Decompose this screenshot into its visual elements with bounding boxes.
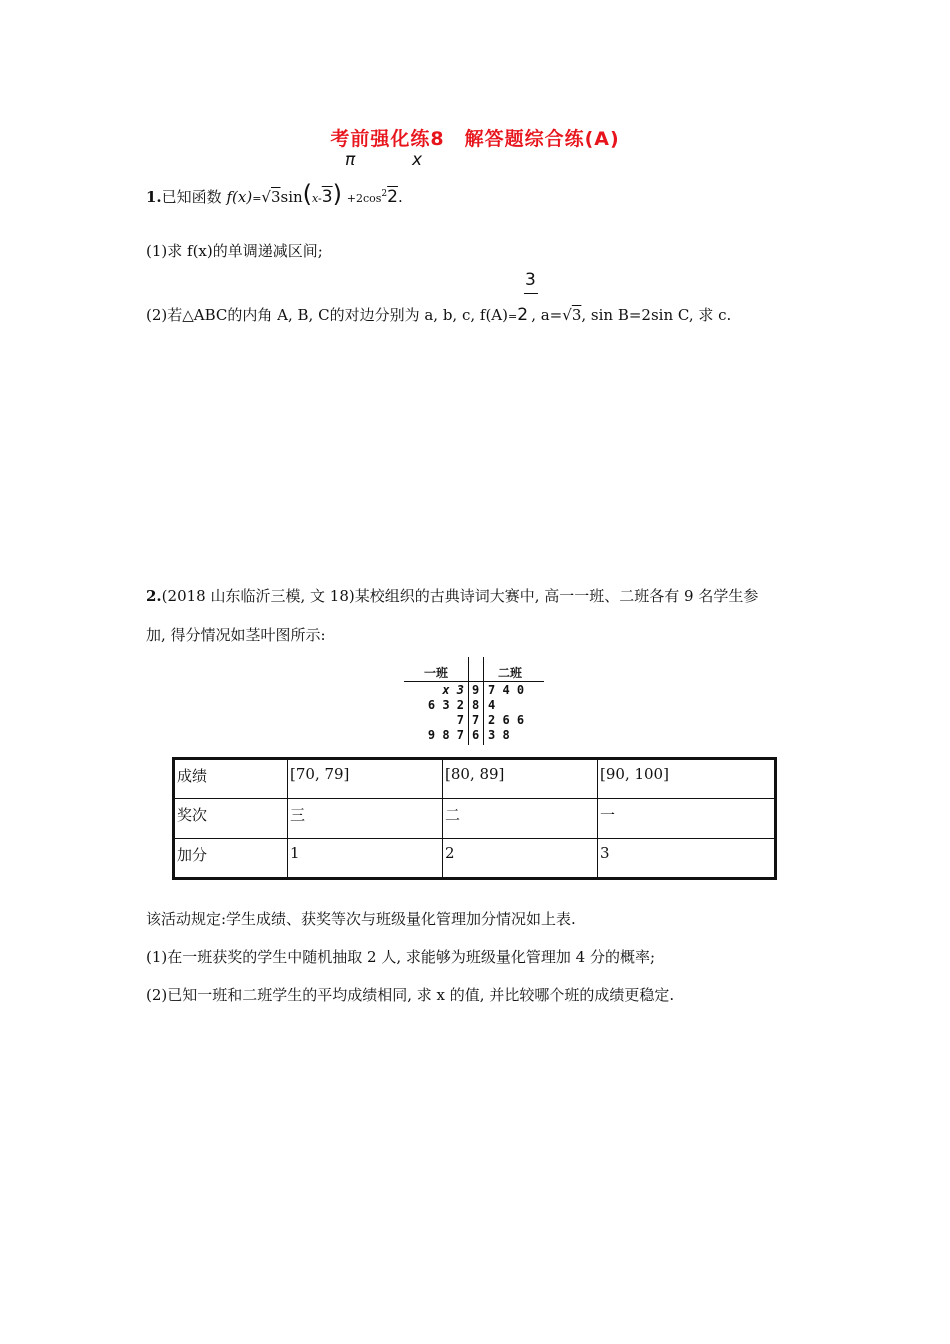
q2-line-2: 加, 得分情况如茎叶图所示:: [146, 626, 326, 644]
fraction-denominator: 2: [517, 305, 529, 325]
sqrt-symbol-2: √: [562, 306, 572, 324]
left-header: 一班: [424, 666, 449, 680]
table-cell: [90, 100]: [598, 759, 776, 799]
table-row: [174, 838, 776, 879]
stem-line-left: [468, 657, 469, 745]
row-2-right: 4: [488, 698, 496, 712]
paren-close: ): [332, 180, 342, 208]
row-4-right: 3 8: [488, 728, 510, 742]
x-numerator: x: [412, 150, 423, 170]
row-3-stem: 7: [472, 713, 480, 727]
eq-sign: =: [252, 192, 262, 205]
table-cell: 加分: [174, 838, 288, 879]
part2-rest: , sin B=2sin C, 求 c.: [581, 306, 732, 324]
row-4-stem: 6: [472, 728, 480, 742]
stem-line-right: [483, 657, 484, 745]
table-cell: 3: [598, 838, 776, 879]
page-title: 考前强化练8 解答题综合练(A): [330, 128, 620, 150]
sin-label: sin: [280, 188, 303, 206]
q2-part-2: (2)已知一班和二班学生的平均成绩相同, 求 x 的值, 并比较哪个班的成绩更稳定.: [146, 986, 675, 1004]
sqrt-symbol: √: [261, 188, 271, 206]
table-cell: [80, 89]: [443, 759, 598, 799]
table-row: [174, 799, 776, 838]
table-cell: 奖次: [174, 799, 288, 838]
table-row: [174, 759, 776, 799]
header-rule: [404, 681, 544, 682]
table-cell: 1: [288, 838, 443, 879]
row-2-left: 6 3 2: [427, 698, 464, 712]
plus-cos: +2cos: [346, 192, 382, 205]
fraction-numerator: 3: [525, 270, 536, 290]
q1-number: 1.: [146, 188, 162, 206]
fx-label: f(x): [226, 188, 253, 206]
q2-line-1-text: (2018 山东临沂三模, 文 18)某校组织的古典诗词大赛中, 高一一班、二班各有 9 名学生参: [161, 587, 759, 605]
part2-eq: =: [507, 310, 518, 323]
table-cell: 三: [288, 799, 443, 838]
period: .: [397, 188, 403, 206]
sqrt-value-2: 3: [571, 306, 582, 324]
row-3-right: 2 6 6: [488, 713, 525, 727]
q2-number: 2.: [146, 587, 162, 605]
table-cell: 2: [443, 838, 598, 879]
q2-line-1: [146, 585, 758, 606]
row-3-left: 7: [456, 713, 464, 727]
pi-symbol: π: [345, 150, 356, 170]
pi-denominator: 3: [321, 187, 333, 207]
row-1-stem: 9: [472, 683, 480, 697]
x-minus: x-: [312, 192, 322, 205]
fraction-bar: [524, 293, 538, 294]
table-cell: 一: [598, 799, 776, 838]
q1-intro: 已知函数: [161, 188, 222, 206]
q2-part-1: (1)在一班获奖的学生中随机抽取 2 人, 求能够为班级量化管理加 4 分的概率;: [146, 948, 655, 966]
sqrt-value: 3: [270, 188, 281, 206]
row-1-left: x 3: [442, 683, 464, 697]
q1-part-2: [146, 304, 731, 325]
q1-part-1: (1)求 f(x)的单调递减区间;: [146, 242, 323, 260]
x-denominator: 2: [387, 187, 398, 207]
table-cell: 二: [443, 799, 598, 838]
q2-rule: 该活动规定:学生成绩、获奖等次与班级量化管理加分情况如上表.: [146, 910, 576, 928]
q1-formula-line: [146, 180, 403, 208]
row-4-left: 9 8 7: [427, 728, 464, 742]
row-2-stem: 8: [472, 698, 480, 712]
table-cell: 成绩: [174, 759, 288, 799]
right-header: 二班: [498, 666, 523, 680]
part2-a-eq: , a=: [531, 306, 563, 324]
paren-open: (: [302, 180, 313, 208]
q1-part-2-text: (2)若△ABC的内角 A, B, C的对边分别为 a, b, c, f(A): [146, 306, 508, 324]
score-table: [172, 757, 777, 880]
square: 2: [381, 189, 388, 199]
row-1-right: 7 4 0: [488, 683, 525, 697]
table-cell: [70, 79]: [288, 759, 443, 799]
